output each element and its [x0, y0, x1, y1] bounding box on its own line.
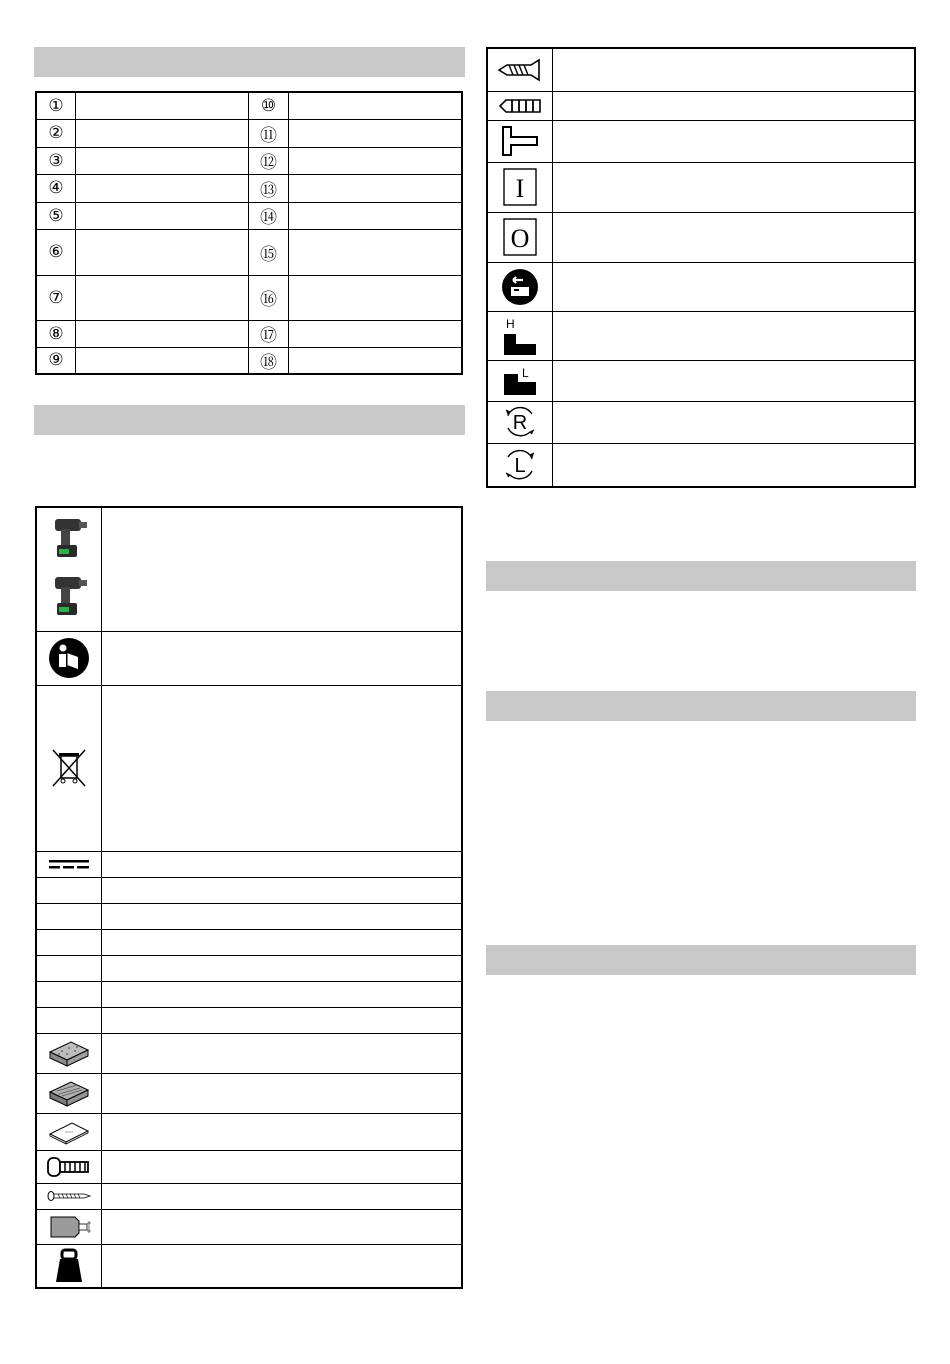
- table-row: [36, 955, 462, 981]
- symbol-cell: [487, 360, 553, 401]
- symbol-description: [102, 507, 463, 631]
- symbol-description: [553, 91, 916, 120]
- steel-plate-icon: [47, 1118, 91, 1146]
- rotation-right-icon: [502, 404, 538, 440]
- table-row: [36, 851, 462, 877]
- hammer-icon: [499, 125, 541, 157]
- part-name-cell: [76, 147, 249, 174]
- table-row: [487, 262, 915, 311]
- table-row: [36, 347, 462, 374]
- symbol-cell: [36, 877, 102, 903]
- part-number: ⑬: [249, 174, 288, 202]
- symbol-description: [553, 162, 916, 212]
- symbol-description: [102, 1244, 463, 1288]
- table-row: [36, 147, 462, 174]
- battery-remove-icon: [501, 268, 539, 306]
- table-row: [36, 877, 462, 903]
- table-row: [36, 1033, 462, 1073]
- symbol-cell: [36, 1150, 102, 1183]
- chuck-icon: [45, 1213, 93, 1241]
- high-speed-icon: [502, 316, 538, 356]
- table-row: [36, 1209, 462, 1244]
- symbol-cell: [36, 955, 102, 981]
- wood-screw-icon: [46, 1190, 92, 1202]
- section-header-band: [486, 691, 916, 721]
- table-row: [487, 120, 915, 162]
- symbol-cell: [487, 91, 553, 120]
- part-name-cell: [288, 92, 462, 119]
- symbol-description: [102, 1007, 463, 1033]
- wood-icon: [47, 1038, 91, 1068]
- weight-icon: [54, 1248, 84, 1284]
- rotation-left-letter: L: [514, 454, 526, 477]
- symbol-cell: [36, 903, 102, 929]
- drill-bit-icon: [498, 98, 542, 114]
- symbol-cell: [36, 685, 102, 851]
- part-number: ⑩: [249, 92, 288, 119]
- section-header-band: [34, 47, 465, 77]
- symbol-description: [553, 212, 916, 262]
- symbol-cell: [36, 1033, 102, 1073]
- part-number: ①: [36, 92, 76, 119]
- symbol-cell: [487, 311, 553, 360]
- part-name-cell: [288, 174, 462, 202]
- part-name-cell: [288, 275, 462, 320]
- table-row: [36, 1073, 462, 1113]
- table-row: [487, 162, 915, 212]
- switch-off-letter: O: [510, 224, 530, 253]
- high-speed-letter: H: [506, 316, 515, 331]
- part-number: ⑱: [249, 347, 288, 374]
- symbol-description: [102, 929, 463, 955]
- symbol-cell: [36, 1209, 102, 1244]
- part-number: ⑨: [36, 347, 76, 374]
- table-row: [36, 229, 462, 275]
- low-speed-letter: L: [522, 365, 529, 380]
- part-name-cell: [288, 347, 462, 374]
- symbol-cell: [36, 1073, 102, 1113]
- symbol-description: [102, 1113, 463, 1150]
- table-row: [36, 903, 462, 929]
- part-number: ⑦: [36, 275, 76, 320]
- symbol-cell: [36, 1007, 102, 1033]
- rotation-left-icon: [502, 447, 538, 483]
- symbol-description: [102, 1209, 463, 1244]
- symbol-description: [102, 1150, 463, 1183]
- table-row: [487, 401, 915, 443]
- direct-current-icon: [47, 857, 91, 871]
- symbol-description: [102, 851, 463, 877]
- table-row: [487, 443, 915, 487]
- table-row: [487, 360, 915, 401]
- table-row: [36, 1183, 462, 1209]
- symbol-description: [102, 1033, 463, 1073]
- symbol-description: [102, 877, 463, 903]
- symbols-table: [35, 506, 463, 1289]
- part-name-cell: [76, 347, 249, 374]
- part-name-cell: [76, 92, 249, 119]
- part-number: ⑯: [249, 275, 288, 320]
- symbol-cell: [36, 631, 102, 685]
- part-name-cell: [76, 174, 249, 202]
- part-name-cell: [288, 229, 462, 275]
- read-manual-icon: [48, 637, 90, 679]
- part-name-cell: [76, 119, 249, 147]
- symbol-description: [102, 1183, 463, 1209]
- symbol-description: [553, 311, 916, 360]
- symbol-description: [553, 443, 916, 487]
- symbol-description: [553, 48, 916, 91]
- table-row: [36, 1244, 462, 1288]
- symbol-description: [102, 981, 463, 1007]
- table-row: [36, 1150, 462, 1183]
- table-row: [36, 92, 462, 119]
- part-number: ⑤: [36, 202, 76, 229]
- table-row: [36, 320, 462, 347]
- symbol-cell: [487, 401, 553, 443]
- table-row: [36, 275, 462, 320]
- symbol-cell: [36, 1183, 102, 1209]
- part-name-cell: [288, 147, 462, 174]
- table-row: [36, 1113, 462, 1150]
- machine-screw-icon: [46, 1156, 92, 1178]
- drill-icon: [49, 513, 89, 625]
- table-row: [487, 311, 915, 360]
- part-number: ⑪: [249, 119, 288, 147]
- part-number: ⑧: [36, 320, 76, 347]
- switch-on-letter: I: [515, 174, 525, 203]
- part-number: ⑰: [249, 320, 288, 347]
- symbol-description: [102, 685, 463, 851]
- section-header-band: [34, 405, 465, 435]
- table-row: [487, 48, 915, 91]
- part-number: ⑭: [249, 202, 288, 229]
- metal-icon: [47, 1078, 91, 1108]
- switch-off-icon: [503, 218, 537, 256]
- part-name-cell: [76, 229, 249, 275]
- part-number: ⑫: [249, 147, 288, 174]
- drilling-mode-icon: [497, 57, 543, 83]
- symbol-cell: [36, 1244, 102, 1288]
- part-number: ③: [36, 147, 76, 174]
- symbol-description: [102, 631, 463, 685]
- table-row: [36, 202, 462, 229]
- symbol-cell: [36, 851, 102, 877]
- table-row: [487, 212, 915, 262]
- symbol-cell: [487, 120, 553, 162]
- part-name-cell: [288, 119, 462, 147]
- symbol-description: [553, 262, 916, 311]
- symbol-cell: [487, 48, 553, 91]
- symbol-cell: [487, 212, 553, 262]
- table-row: [36, 507, 462, 631]
- table-row: [36, 685, 462, 851]
- symbol-description: [102, 955, 463, 981]
- crossed-bin-icon: [49, 746, 89, 790]
- table-row: [36, 174, 462, 202]
- symbol-description: [102, 1073, 463, 1113]
- part-name-cell: [76, 320, 249, 347]
- symbol-cell: [487, 162, 553, 212]
- part-number: ⑮: [249, 229, 288, 275]
- symbol-cell: [36, 929, 102, 955]
- part-name-cell: [288, 320, 462, 347]
- rotation-right-letter: R: [512, 412, 528, 434]
- symbol-description: [553, 401, 916, 443]
- table-row: [36, 981, 462, 1007]
- switch-on-icon: [503, 168, 537, 206]
- part-number: ④: [36, 174, 76, 202]
- table-row: [36, 929, 462, 955]
- symbol-description: [553, 120, 916, 162]
- symbol-cell: [487, 443, 553, 487]
- part-name-cell: [288, 202, 462, 229]
- symbol-cell: [36, 507, 102, 631]
- part-number: ②: [36, 119, 76, 147]
- symbol-description: [102, 903, 463, 929]
- part-name-cell: [76, 202, 249, 229]
- section-header-band: [486, 561, 916, 591]
- table-row: [487, 91, 915, 120]
- table-row: [36, 119, 462, 147]
- table-row: [36, 631, 462, 685]
- parts-table: [35, 91, 463, 375]
- symbol-cell: [36, 981, 102, 1007]
- low-speed-icon: [502, 366, 538, 396]
- section-header-band: [486, 945, 916, 975]
- table-row: [36, 1007, 462, 1033]
- part-number: ⑥: [36, 229, 76, 275]
- symbols-table-right: [486, 47, 916, 488]
- symbol-description: [553, 360, 916, 401]
- symbol-cell: [487, 262, 553, 311]
- symbol-cell: [36, 1113, 102, 1150]
- part-name-cell: [76, 275, 249, 320]
